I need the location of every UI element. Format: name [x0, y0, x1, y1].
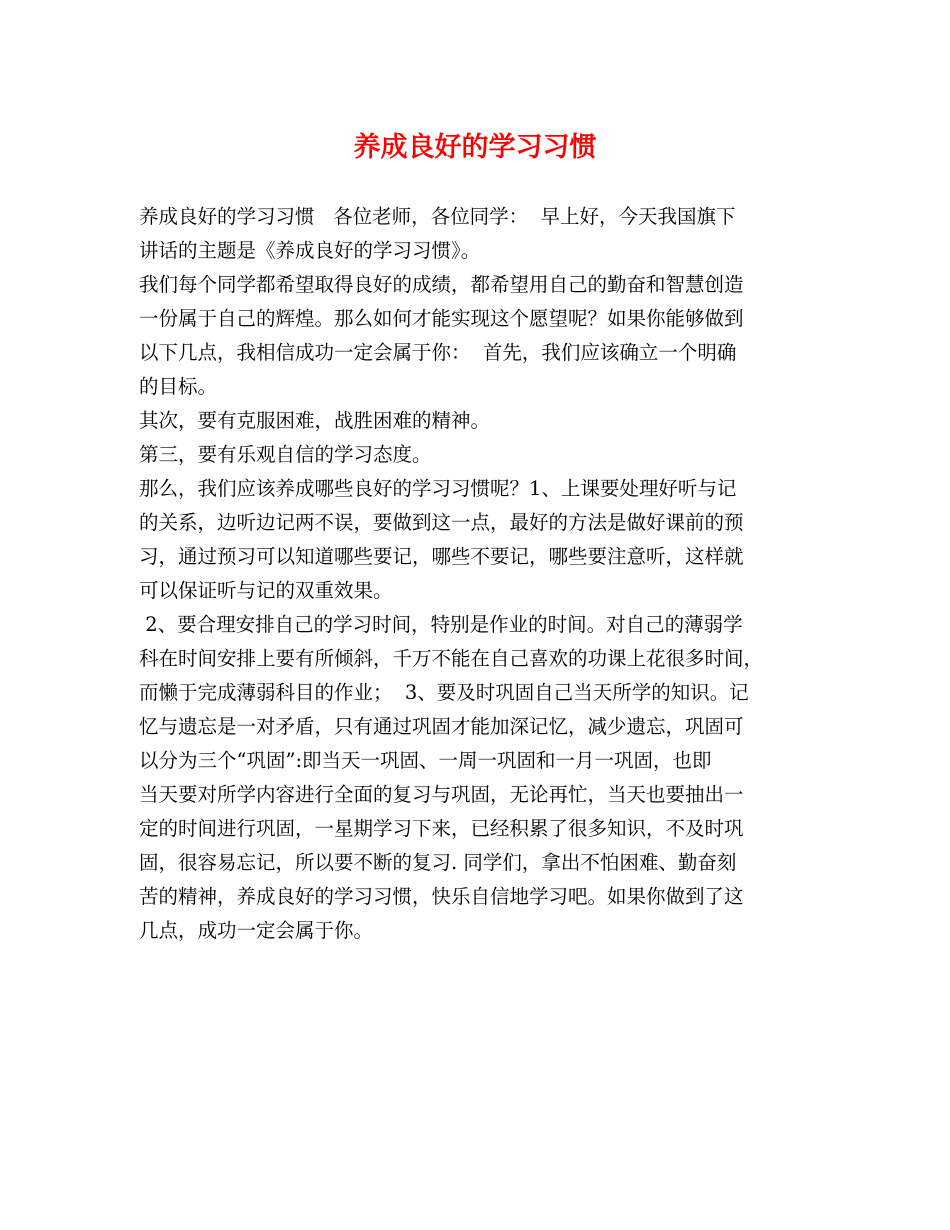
body-line: 第三，要有乐观自信的学习态度。: [139, 443, 432, 466]
body-line: 习，通过预习可以知道哪些要记，哪些不要记，哪些要注意听，这样就: [139, 545, 744, 568]
body-line: 定的时间进行巩固，一星期学习下来，已经积累了很多知识，不及时巩: [139, 817, 744, 840]
body-line: 当天要对所学内容进行全面的复习与巩固，无论再忙，当天也要抽出一: [139, 783, 744, 806]
body-line: 那么，我们应该养成哪些良好的学习习惯呢？1、上课要处理好听与记: [139, 477, 737, 500]
body-line: 以下几点，我相信成功一定会属于你： 首先，我们应该确立一个明确: [139, 341, 737, 364]
body-line: 忆与遗忘是一对矛盾，只有通过巩固才能加深记忆，减少遗忘，巩固可: [139, 715, 744, 738]
body-line: 以分为三个“巩固”:即当天一巩固、一周一巩固和一月一巩固，也即: [139, 749, 712, 772]
body-line: 我们每个同学都希望取得良好的成绩，都希望用自己的勤奋和智慧创造: [139, 273, 744, 296]
body-line: 可以保证听与记的双重效果。: [139, 579, 393, 602]
body-line: 科在时间安排上要有所倾斜，千万不能在自己喜欢的功课上花很多时间，: [139, 647, 764, 670]
document-title: 养成良好的学习习惯: [353, 132, 597, 163]
body-line: 讲话的主题是《养成良好的学习习惯》。: [139, 239, 481, 262]
body-line: 固，很容易忘记，所以要不断的复习. 同学们，拿出不怕困难、勤奋刻: [139, 851, 737, 874]
body-line: 2、要合理安排自己的学习时间，特别是作业的时间。对自己的薄弱学: [139, 613, 743, 636]
body-line: 的目标。: [139, 375, 218, 398]
body-line: 苦的精神，养成良好的学习习惯，快乐自信地学习吧。如果你做到了这: [139, 885, 744, 908]
body-line: 的关系，边听边记两不误，要做到这一点，最好的方法是做好课前的预: [139, 511, 744, 534]
body-line: 而懒于完成薄弱科目的作业； 3、要及时巩固自己当天所学的知识。记: [139, 681, 749, 704]
body-line: 其次，要有克服困难，战胜困难的精神。: [139, 409, 491, 432]
body-line: 几点，成功一定会属于你。: [139, 919, 374, 942]
body-line: 一份属于自己的辉煌。那么如何才能实现这个愿望呢？如果你能够做到: [139, 307, 744, 330]
document-body: [139, 200, 825, 948]
body-line: 养成良好的学习习惯 各位老师，各位同学： 早上好，今天我国旗下: [139, 205, 736, 228]
